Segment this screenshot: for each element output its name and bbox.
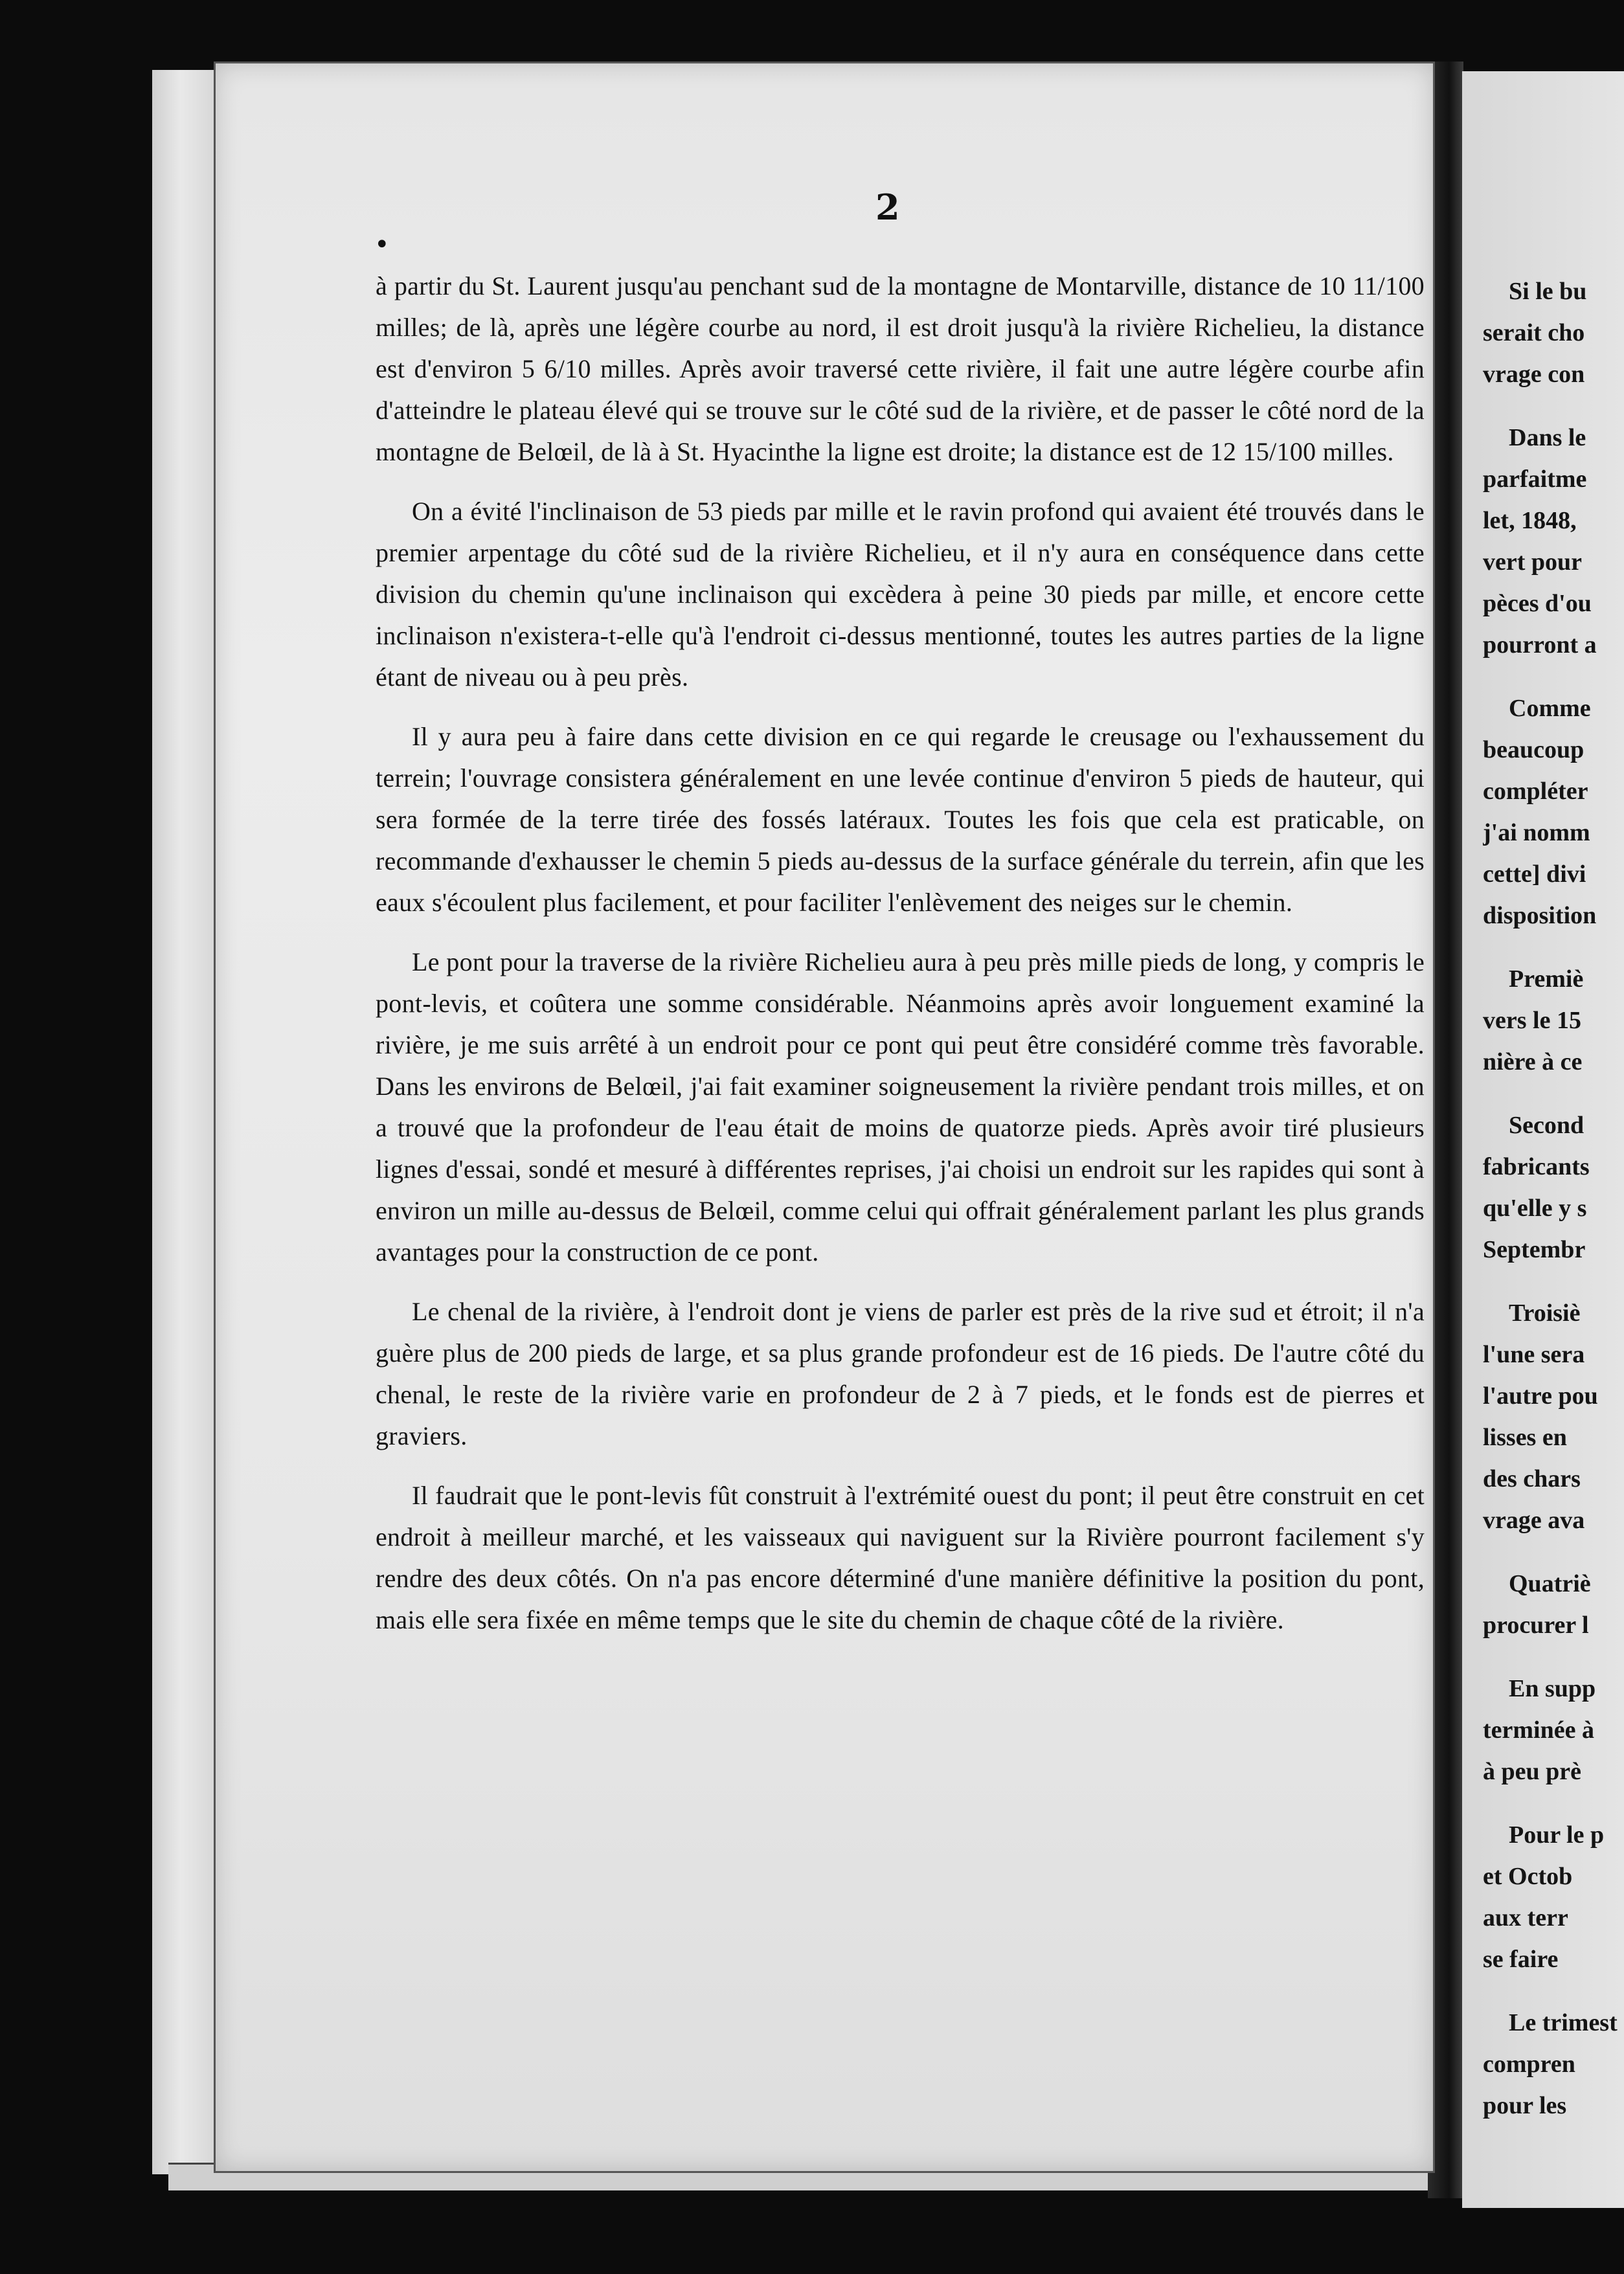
right-page-line: lisses en xyxy=(1483,1424,1567,1451)
paragraph-gap xyxy=(1483,1083,1624,1105)
right-page-line: vert pour xyxy=(1483,548,1583,576)
right-page-line: En supp xyxy=(1509,1675,1596,1702)
right-page-line: et Octob xyxy=(1483,1863,1573,1890)
right-page-line: Le trimest xyxy=(1509,2009,1618,2036)
right-page-line: pèces d'ou xyxy=(1483,590,1592,617)
paragraph: à partir du St. Laurent jusqu'au penchant sud de la montagne de Montarville, distance de 10 11/100 milles; de là, après une légère courbe au nord, il est droit jusqu'à la rivière Richelieu, la distance est d'environ 5 6/10 milles. Après avoir traversé cette rivière, il fait une autre légère courbe afin d'atteindre le plateau élevé qui se trouve sur le côté sud de la rivière, et de passer le côté nord de la montagne de Belœil, de là à St. Hyacinthe la ligne est droite; la distance est de 12 15/100 milles. xyxy=(376,271,1425,466)
right-page-line: Premiè xyxy=(1509,965,1584,993)
right-page-line: pourront a xyxy=(1483,631,1597,659)
paragraph-gap xyxy=(1483,936,1624,958)
right-page-line: compléter xyxy=(1483,778,1588,805)
right-page-line: let, 1848, xyxy=(1483,507,1577,534)
right-page-line: à peu prè xyxy=(1483,1758,1581,1785)
right-page-line: Pour le p xyxy=(1509,1821,1605,1849)
right-page-line: terminée à xyxy=(1483,1717,1594,1744)
paragraph: On a évité l'inclinaison de 53 pieds par mille et le ravin profond qui avaient été trouvés dans le premier arpentage du côté sud de la rivière Richelieu, et il n'y aura en conséquence dans cette division du chemin qu'une inclinaison qui excèdera à peine 30 pieds par mille, et encore cette inclinaison n'existera-t-elle qu'à l'endroit ci-dessus mentionné, toutes les autres parties de la ligne étant de niveau ou à peu près. xyxy=(376,497,1425,692)
right-page-line: fabricants xyxy=(1483,1153,1590,1180)
right-page-line: Septembr xyxy=(1483,1236,1586,1263)
main-text-body xyxy=(376,265,1425,1641)
right-page-line: se faire xyxy=(1483,1946,1559,1973)
paragraph-gap xyxy=(1483,1980,1624,2002)
paragraph: Il faudrait que le pont-levis fût construit à l'extrémité ouest du pont; il peut être construit en cet endroit à meilleur marché, et les vaisseaux qui naviguent sur la Rivière pourront facilement s'y rendre des deux côtés. On n'a pas encore déterminé d'une manière définitive la position du pont, mais elle sera fixée en même temps que le site du chemin de chaque côté de la rivière. xyxy=(376,1481,1425,1634)
right-page-line: Si le bu xyxy=(1509,278,1587,305)
right-page-line: Comme xyxy=(1509,695,1591,722)
paragraph: Le chenal de la rivière, à l'endroit dont je viens de parler est près de la rive sud et étroit; il n'a guère plus de 200 pieds de large, et sa plus grande profondeur est de 16 pieds. De l'autre côté du chenal, le reste de la rivière varie en profondeur de 2 à 7 pieds, et le fonds est de pierres et graviers. xyxy=(376,1297,1425,1450)
right-page-line: procurer l xyxy=(1483,1612,1589,1639)
paragraph: Le pont pour la traverse de la rivière Richelieu aura à peu près mille pieds de long, y compris le pont-levis, et coûtera une somme considérable. Néanmoins après avoir longuement examiné la rivière, je me suis arrêté à un endroit pour ce pont qui peut être considéré comme très favorable. Dans les environs de Belœil, j'ai fait examiner soigneusement la rivière pendant trois milles, et on a trouvé que la profondeur de l'eau était de moins de quatorze pieds. Après avoir tiré plusieurs lignes d'essai, sondé et mesuré à différentes reprises, j'ai choisi un endroit sur les rapides qui sont à environ un mille au-dessus de Belœil, comme celui qui offrait généralement parlant les plus grands avantages pour la construction de ce pont. xyxy=(376,947,1425,1266)
right-page-line: j'ai nomm xyxy=(1483,819,1590,846)
margin-dot: • xyxy=(374,230,390,260)
paragraph: Il y aura peu à faire dans cette division en ce qui regarde le creusage ou l'exhaussement du terrein; l'ouvrage consistera généralement en une levée continue d'environ 5 pieds de hauteur, qui sera formée de la terre tirée des fossés latéraux. Toutes les fois que cela est praticable, on recommande d'exhausser le chemin 5 pieds au-dessus de la surface générale du terrein, afin que les eaux s'écoulent plus facilement, et pour faciliter l'enlèvement des neiges sur le chemin. xyxy=(376,722,1425,917)
paragraph-gap xyxy=(1483,1541,1624,1563)
right-page-text xyxy=(1483,271,1624,2126)
right-page-line: aux terr xyxy=(1483,1904,1568,1931)
page-number: 2 xyxy=(875,186,900,228)
paragraph-gap xyxy=(1483,666,1624,688)
right-page-line: l'autre pou xyxy=(1483,1382,1598,1410)
right-page-line: beaucoup xyxy=(1483,736,1585,763)
right-page-line: compren xyxy=(1483,2051,1575,2078)
right-page-line: Troisiè xyxy=(1509,1300,1581,1327)
right-page-line: nière à ce xyxy=(1483,1048,1583,1075)
right-page-line: vrage ava xyxy=(1483,1507,1585,1534)
right-page-line: des chars xyxy=(1483,1465,1581,1492)
right-page-line: Quatriè xyxy=(1509,1570,1591,1597)
right-page-line: pour les xyxy=(1483,2092,1567,2119)
right-page-line: cette] divi xyxy=(1483,861,1586,888)
right-page-line: vrage con xyxy=(1483,361,1585,388)
right-page-line: parfaitme xyxy=(1483,466,1587,493)
right-page-line: Second xyxy=(1509,1112,1585,1139)
right-page-line: qu'elle y s xyxy=(1483,1195,1587,1222)
paragraph-gap xyxy=(1483,1270,1624,1292)
paragraph-gap xyxy=(1483,1646,1624,1668)
right-page-line: disposition xyxy=(1483,902,1597,929)
right-page-line: Dans le xyxy=(1509,424,1586,451)
paragraph-gap xyxy=(1483,395,1624,417)
paragraph-gap xyxy=(1483,1792,1624,1814)
right-page-line: serait cho xyxy=(1483,319,1585,346)
right-page-line: l'une sera xyxy=(1483,1341,1585,1368)
right-page-line: vers le 15 xyxy=(1483,1007,1581,1034)
